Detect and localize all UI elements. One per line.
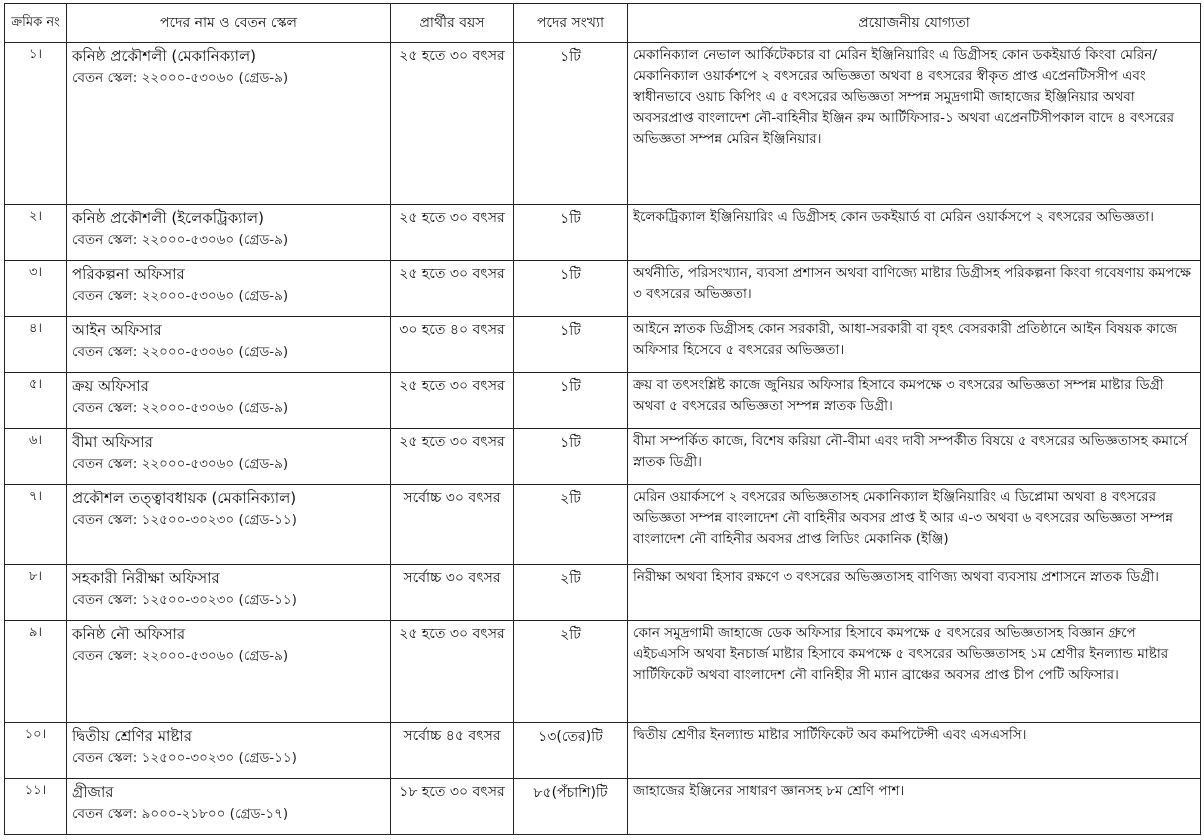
- table-header: [5, 4, 1201, 43]
- row-serial: ১০।: [5, 723, 67, 779]
- row-serial: ৫।: [5, 373, 67, 429]
- pay-scale: বেতন স্কেল: ২২০০০-৫৩০৬০ (গ্রেড-৯): [72, 70, 289, 86]
- post-name: দ্বিতীয় শ্রেণির মাষ্টার: [72, 727, 192, 745]
- row-qualification: বীমা সম্পর্কিত কাজে, বিশেষ করিয়া নৌ-বীমা এবং দাবী সম্পর্কীত বিষয়ে ৫ বৎসরের অভিজ্ঞতাসহ কমার্সে স্নাতক ডিগ্রী।: [628, 429, 1201, 485]
- row-age: ২৫ হতে ৩০ বৎসর: [391, 621, 514, 723]
- table-body: [5, 43, 1201, 835]
- row-count: ২টি: [514, 485, 628, 565]
- table-row: [5, 429, 1201, 485]
- header-count: পদের সংখ্যা: [514, 4, 628, 43]
- row-serial: ১১।: [5, 779, 67, 835]
- row-post: [67, 317, 391, 373]
- row-qualification: অর্থনীতি, পরিসংখ্যান, ব্যবসা প্রশাসন অথবা বাণিজ্যে মাষ্টার ডিগ্রীসহ পরিকল্পনা কিংবা গবেষণায় কমপক্ষে ৩ বৎসরের অভিজ্ঞতা।: [628, 261, 1201, 317]
- row-serial: ১।: [5, 43, 67, 205]
- table-row: [5, 565, 1201, 621]
- row-age: সর্বোচ্চ ৪৫ বৎসর: [391, 723, 514, 779]
- row-count: ১টি: [514, 205, 628, 261]
- row-qualification: ক্রয় বা তৎসংশ্লিষ্ট কাজে জুনিয়র অফিসার হিসাবে কমপক্ষে ৩ বৎসরের অভিজ্ঞতা সম্পন্ন মাষ্টার ডিগ্রী অথবা ৫ বৎসরের অভিজ্ঞতা সম্পন্ন স্নাতক ডিগ্রী।: [628, 373, 1201, 429]
- post-name: কনিষ্ঠ নৌ অফিসার: [72, 625, 186, 643]
- post-name: বীমা অফিসার: [72, 433, 153, 451]
- row-count: ১টি: [514, 261, 628, 317]
- row-post: [67, 373, 391, 429]
- row-serial: ৪।: [5, 317, 67, 373]
- vacancy-table: [4, 3, 1201, 835]
- row-count: ১টি: [514, 317, 628, 373]
- table-row: [5, 261, 1201, 317]
- table-row: [5, 373, 1201, 429]
- post-name: প্রকৌশল তত্ত্বাবধায়ক (মেকানিক্যাল): [72, 489, 297, 507]
- pay-scale: বেতন স্কেল: ২২০০০-৫৩০৬০ (গ্রেড-৯): [72, 232, 289, 248]
- post-name: পরিকল্পনা অফিসার: [72, 265, 185, 283]
- pay-scale: বেতন স্কেল: ৯০০০-২১৮০০ (গ্রেড-১৭): [72, 806, 289, 822]
- row-qualification: আইনে স্নাতক ডিগ্রীসহ কোন সরকারী, আধা-সরকারী বা বৃহৎ বেসরকারী প্রতিষ্ঠানে আইন বিষয়ক কাজে অফিসার হিসেবে ৫ বৎসরের অভিজ্ঞতা।: [628, 317, 1201, 373]
- pay-scale: বেতন স্কেল: ২২০০০-৫৩০৬০ (গ্রেড-৯): [72, 456, 289, 472]
- pay-scale: বেতন স্কেল: ২২০০০-৫৩০৬০ (গ্রেড-৯): [72, 344, 289, 360]
- header-qualification: প্রয়োজনীয় যোগ্যতা: [628, 4, 1201, 43]
- row-serial: ৮।: [5, 565, 67, 621]
- row-age: ১৮ হতে ৩০ বৎসর: [391, 779, 514, 835]
- header-serial: ক্রমিক নং: [5, 4, 67, 43]
- row-qualification: নিরীক্ষা অথবা হিসাব রক্ষণে ৩ বৎসরের অভিজ্ঞতাসহ বাণিজ্য অথবা ব্যবসায় প্রশাসনে স্নাতক ডিগ্রী।: [628, 565, 1201, 621]
- row-serial: ৩।: [5, 261, 67, 317]
- row-count: ১৩(তের)টি: [514, 723, 628, 779]
- row-serial: ৬।: [5, 429, 67, 485]
- row-count: ২টি: [514, 565, 628, 621]
- header-post: পদের নাম ও বেতন স্কেল: [67, 4, 391, 43]
- row-age: ৩০ হতে ৪০ বৎসর: [391, 317, 514, 373]
- row-age: ২৫ হতে ৩০ বৎসর: [391, 429, 514, 485]
- pay-scale: বেতন স্কেল: ২২০০০-৫৩০৬০ (গ্রেড-৯): [72, 648, 289, 664]
- post-name: সহকারী নিরীক্ষা অফিসার: [72, 569, 220, 587]
- row-age: ২৫ হতে ৩০ বৎসর: [391, 261, 514, 317]
- row-post: [67, 621, 391, 723]
- row-count: ৮৫(পঁচাশি)টি: [514, 779, 628, 835]
- row-post: [67, 723, 391, 779]
- row-qualification: মেকানিক্যাল নেভাল আর্কিটেকচার বা মেরিন ইঞ্জিনিয়ারিং এ ডিগ্রীসহ কোন ডকইয়ার্ড কিংবা মেরিন/মেকানিক্যাল ওয়ার্কশপে ২ বৎসরের অভিজ্ঞতা অথবা ৪ বৎসরের স্বীকৃত প্রাপ্ত এপ্রেনটিসসীপ এবং স্বাধীনভাবে ওয়াচ কিপিং এ ৫ বৎসরের অভিজ্ঞতা সম্পন্ন সমুদ্রগামী জাহাজের ইঞ্জিনিয়ার অথবা অবসরপ্রাপ্ত বাংলাদেশ নৌ-বাহিনীর ইঞ্জিন রুম আর্টিফিসার-১ অথবা এপ্রেনটিসীপকাল বাদে ৪ বৎসরের অভিজ্ঞতা সম্পন্ন মেরিন ইঞ্জিনিয়ার।: [628, 43, 1201, 205]
- table-row: [5, 779, 1201, 835]
- row-serial: ৯।: [5, 621, 67, 723]
- row-post: [67, 485, 391, 565]
- table-row: [5, 485, 1201, 565]
- row-age: সর্বোচ্চ ৩০ বৎসর: [391, 565, 514, 621]
- row-count: ২টি: [514, 621, 628, 723]
- pay-scale: বেতন স্কেল: ১২৫০০-৩০২৩০ (গ্রেড-১১): [72, 592, 297, 608]
- post-name: গ্রীজার: [72, 783, 114, 801]
- post-name: ক্রয় অফিসার: [72, 377, 149, 395]
- row-serial: ৭।: [5, 485, 67, 565]
- row-serial: ২।: [5, 205, 67, 261]
- post-name: আইন অফিসার: [72, 321, 162, 339]
- row-qualification: ইলেকট্রিক্যাল ইঞ্জিনিয়ারিং এ ডিগ্রীসহ কোন ডকইয়ার্ড বা মেরিন ওয়ার্কসপে ২ বৎসরের অভিজ্ঞতা।: [628, 205, 1201, 261]
- row-count: ১টি: [514, 43, 628, 205]
- row-qualification: কোন সমুদ্রগামী জাহাজে ডেক অফিসার হিসাবে কমপক্ষে ৫ বৎসরের অভিজ্ঞতাসহ বিজ্ঞান গ্রুপে এইচএসসি অথবা ইনচার্জ মাষ্টার হিসাবে কমপক্ষে ৫ বৎসরের অভিজ্ঞতাসহ ১ম শ্রেণীর ইনল্যান্ড মাষ্টার সার্টিফিকেট অথবা বাংলাদেশ নৌ বানিহীর সী ম্যান ব্রাঞ্চের অবসর প্রাপ্ত চীপ পেটি অফিসার।: [628, 621, 1201, 723]
- table-row: [5, 621, 1201, 723]
- row-age: ২৫ হতে ৩০ বৎসর: [391, 43, 514, 205]
- post-name: কনিষ্ঠ প্রকৌশলী (ইলেকট্রিক্যাল): [72, 209, 264, 227]
- row-post: [67, 261, 391, 317]
- table-row: [5, 43, 1201, 205]
- row-post: [67, 205, 391, 261]
- row-post: [67, 779, 391, 835]
- row-count: ১টি: [514, 429, 628, 485]
- post-name: কনিষ্ঠ প্রকৌশলী (মেকানিক্যাল): [72, 47, 256, 65]
- row-post: [67, 565, 391, 621]
- row-qualification: মেরিন ওয়ার্কসপে ২ বৎসরের অভিজ্ঞতাসহ মেকানিক্যাল ইঞ্জিনিয়ারিং এ ডিপ্লোমা অথবা ৪ বৎসরের অভিজ্ঞতা সম্পন্ন বাংলাদেশ নৌ বাহিনীর অবসর প্রাপ্ত ই আর এ-৩ অথবা ৬ বৎসরের অভিজ্ঞতা সম্পন্ন বাংলাদেশ নৌ বাহিনীর অবসর প্রাপ্ত লিডিং মেকানিক (ইঞ্জি): [628, 485, 1201, 565]
- pay-scale: বেতন স্কেল: ২২০০০-৫৩০৬০ (গ্রেড-৯): [72, 288, 289, 304]
- row-age: সর্বোচ্চ ৩০ বৎসর: [391, 485, 514, 565]
- row-qualification: দ্বিতীয় শ্রেণীর ইনল্যান্ড মাষ্টার সার্টিফিকেট অব কমপিটেন্সী এবং এসএসসি।: [628, 723, 1201, 779]
- pay-scale: বেতন স্কেল: ১২৫০০-৩০২৩০ (গ্রেড-১১): [72, 750, 297, 766]
- pay-scale: বেতন স্কেল: ১২৫০০-৩০২৩০ (গ্রেড-১১): [72, 512, 297, 528]
- row-age: ২৫ হতে ৩০ বৎসর: [391, 205, 514, 261]
- row-post: [67, 43, 391, 205]
- table-row: [5, 723, 1201, 779]
- header-age: প্রার্থীর বয়স: [391, 4, 514, 43]
- pay-scale: বেতন স্কেল: ২২০০০-৫৩০৬০ (গ্রেড-৯): [72, 400, 289, 416]
- row-post: [67, 429, 391, 485]
- row-age: ২৫ হতে ৩০ বৎসর: [391, 373, 514, 429]
- row-count: ১টি: [514, 373, 628, 429]
- row-qualification: জাহাজের ইঞ্জিনের সাধারণ জ্ঞানসহ ৮ম শ্রেণি পাশ।: [628, 779, 1201, 835]
- table-row: [5, 317, 1201, 373]
- table-row: [5, 205, 1201, 261]
